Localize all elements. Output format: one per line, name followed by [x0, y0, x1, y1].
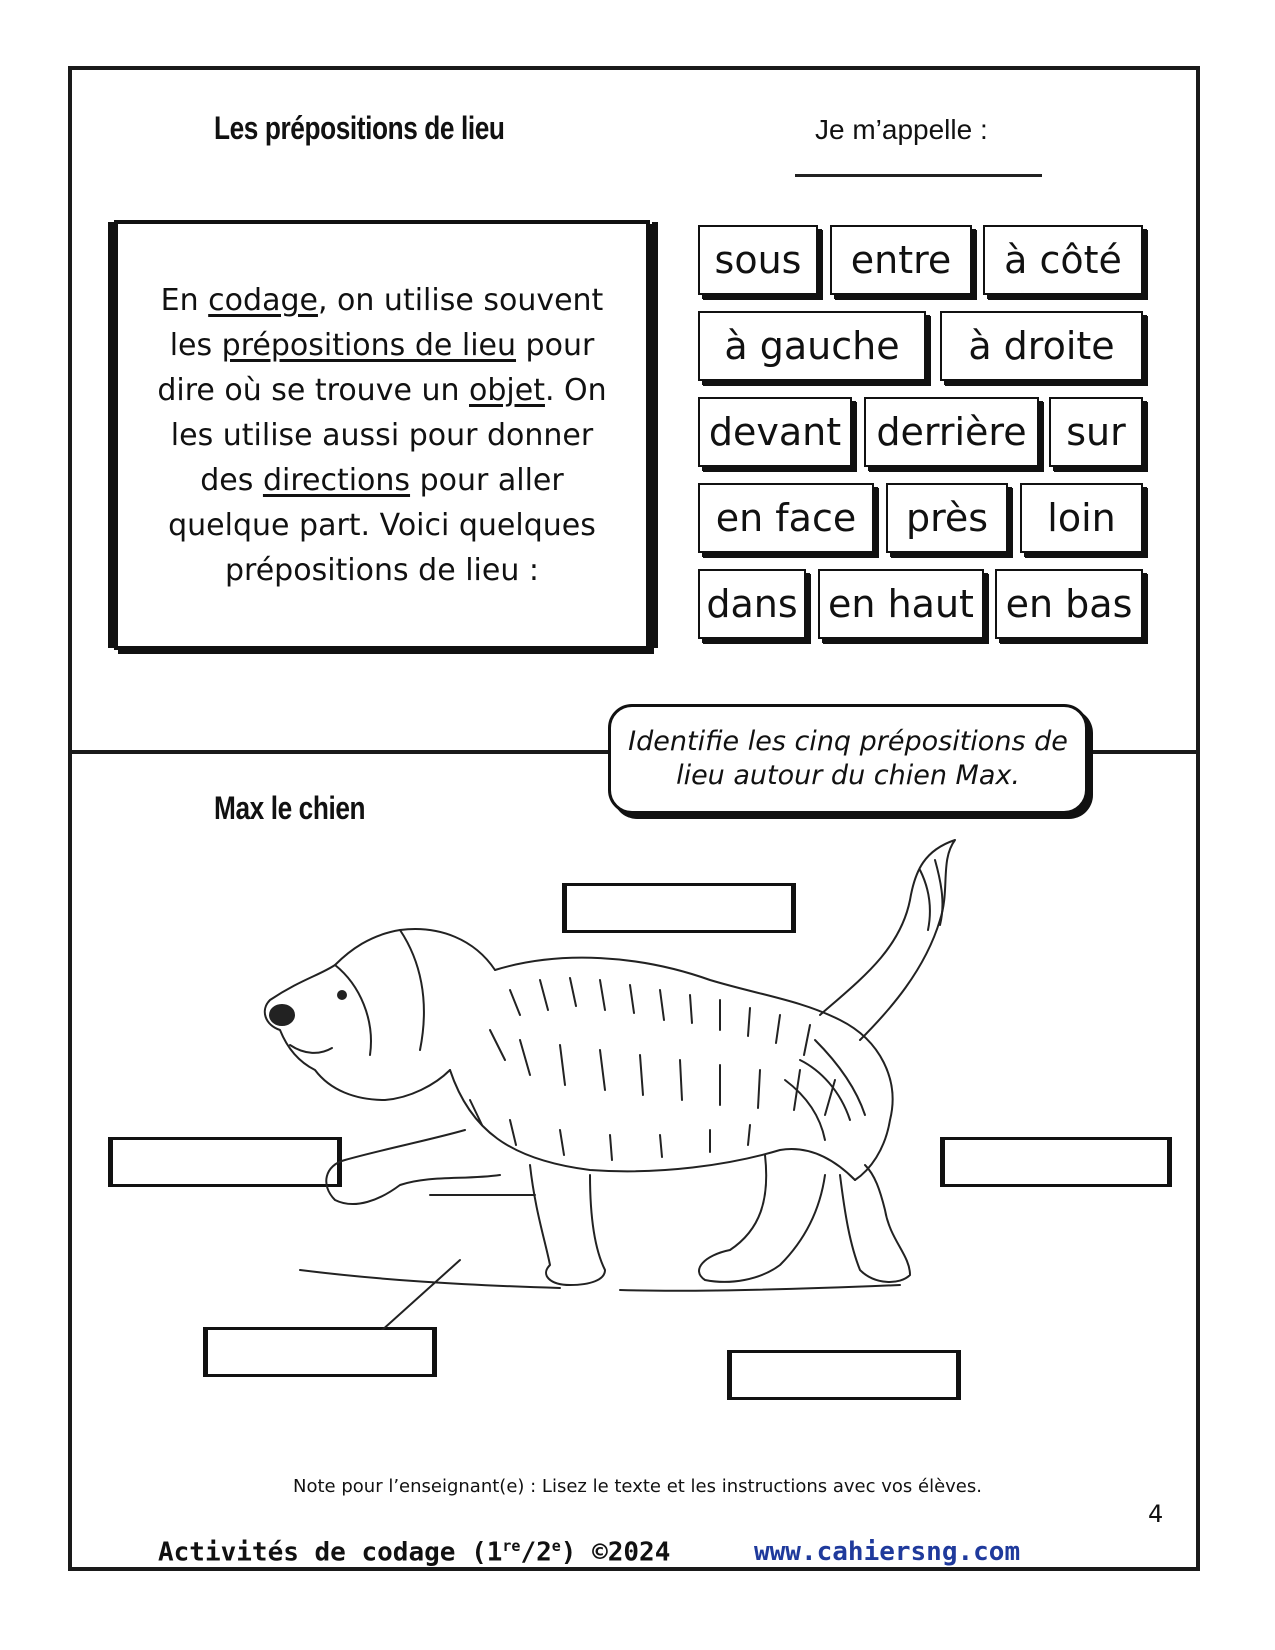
- intro-text: En codage, on utilise souvent les prépositions de lieu pour dire où se trouve un objet. On les utilise aussi pour donner des directions pour aller quelque part. Voici quelques prépositions de lieu :: [157, 282, 607, 588]
- answer-box-bottom-left[interactable]: [203, 1327, 437, 1377]
- footer-credit: Activités de codage (1re/2e) ©2024: [158, 1537, 671, 1568]
- word-en-bas: en bas: [995, 569, 1143, 639]
- teacher-note: Note pour l’enseignant(e) : Lisez le texte et les instructions avec vos élèves.: [293, 1476, 982, 1497]
- word-a-droite: à droite: [940, 311, 1143, 381]
- underlined-prepositions: prépositions de lieu: [221, 327, 517, 363]
- word-dans: dans: [698, 569, 806, 639]
- underlined-objet: objet: [469, 372, 545, 408]
- word-en-haut: en haut: [818, 569, 984, 639]
- underlined-codage: codage: [208, 282, 318, 318]
- word-pres: près: [886, 483, 1008, 553]
- instruction-bubble: Identifie les cinq prépositions de lieu autour du chien Max.: [608, 704, 1088, 814]
- name-input-line[interactable]: [795, 174, 1042, 177]
- word-a-cote: à côté: [983, 225, 1143, 295]
- section-title: Max le chien: [214, 790, 366, 826]
- name-label: Je m’appelle :: [815, 114, 988, 145]
- word-devant: devant: [698, 397, 852, 467]
- page-title: Les prépositions de lieu: [214, 110, 505, 146]
- word-derriere: derrière: [864, 397, 1039, 467]
- word-en-face: en face: [698, 483, 874, 553]
- word-a-gauche: à gauche: [698, 311, 926, 381]
- intro-box: [114, 220, 650, 650]
- footer-url-link[interactable]: www.cahiersng.com: [754, 1537, 1021, 1567]
- page-number: 4: [1148, 1500, 1164, 1528]
- underlined-directions: directions: [262, 462, 411, 498]
- dog-illustration: [260, 830, 980, 1330]
- word-sous: sous: [698, 225, 818, 295]
- word-sur: sur: [1049, 397, 1143, 467]
- word-loin: loin: [1020, 483, 1143, 553]
- answer-box-bottom-right[interactable]: [727, 1350, 961, 1400]
- word-entre: entre: [830, 225, 972, 295]
